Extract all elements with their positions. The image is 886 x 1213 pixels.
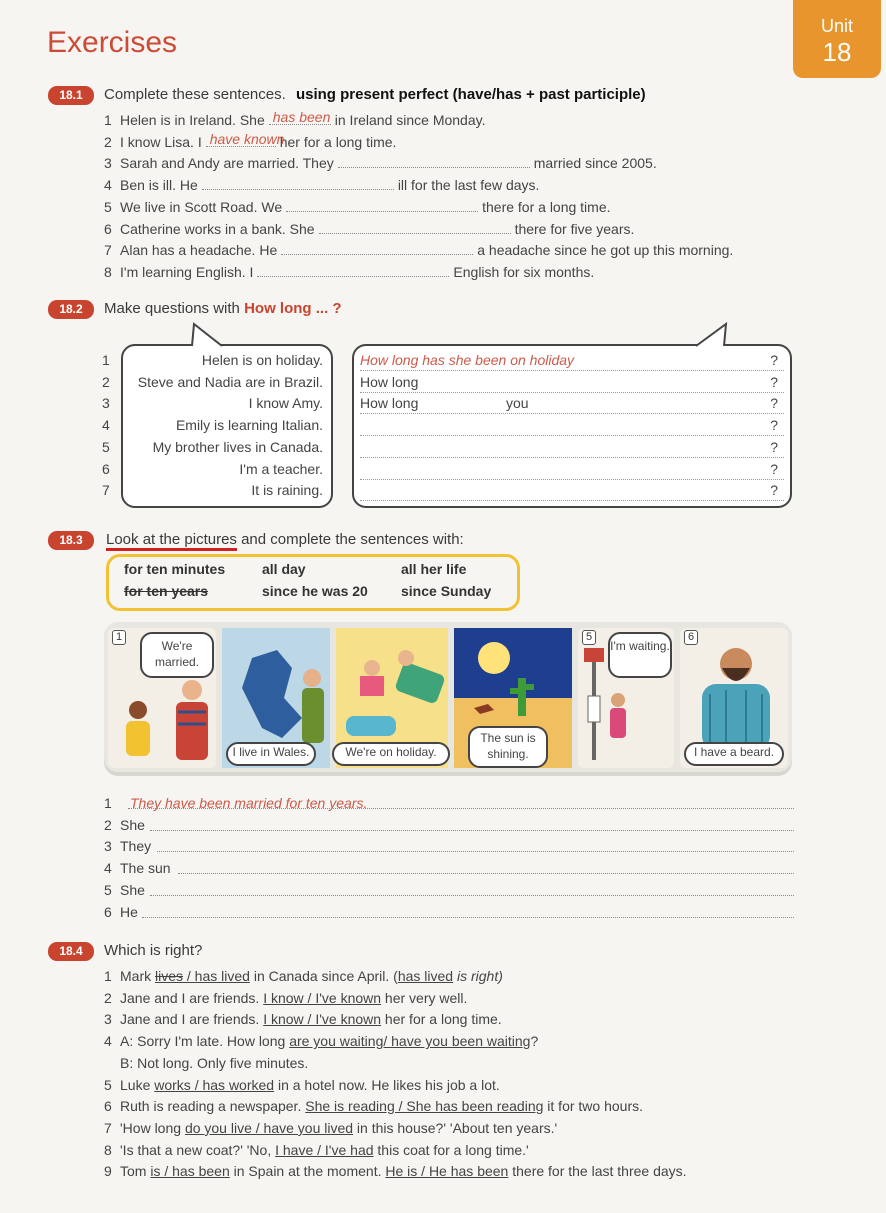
choice-row (104, 968, 503, 984)
instruction-text: and complete the sentences with: (236, 531, 464, 548)
statement: Emily is learning Italian. (175, 417, 323, 434)
sentence-text: in this house?' 'About ten years.' (353, 1119, 558, 1136)
picture-number: 5 (582, 630, 596, 645)
answer-blank (150, 818, 794, 831)
sentence-row (104, 155, 657, 171)
item-number: 5 (104, 198, 112, 215)
sentence-text: Jane and I are friends. (120, 1011, 264, 1028)
handwritten-answer: have known (209, 130, 285, 147)
answer-blank (319, 221, 511, 234)
sentence-end: in Ireland since Monday. (334, 112, 486, 128)
exercise-badge: 18.4 (48, 942, 94, 961)
word-option-used: for ten years (124, 583, 209, 599)
word-option: for ten minutes (124, 561, 226, 577)
item-number: 7 (104, 1119, 112, 1136)
item-number: 3 (104, 1011, 112, 1028)
item-number: 2 (104, 816, 112, 833)
choice-row (104, 1163, 687, 1179)
answer-blank (202, 177, 394, 190)
word-option: since Sunday (401, 583, 492, 599)
item-number: 1 (104, 795, 112, 811)
question-mark: ? (770, 352, 778, 368)
exercise-badge: 18.3 (48, 531, 94, 550)
answer-row (104, 860, 794, 876)
picture-number: 6 (684, 630, 698, 645)
speech-bubble: I'm waiting. (608, 632, 672, 678)
question-line (360, 482, 784, 501)
choice-option: do you live / have you lived (184, 1119, 354, 1136)
handwritten-question: How long has she been on holiday (360, 352, 575, 368)
answer-row (104, 904, 794, 920)
item-number: 1 (104, 968, 112, 984)
answer-row (104, 817, 794, 833)
question-line (360, 417, 784, 436)
sentence-text: in Canada since April. ( (249, 968, 398, 984)
question-mark: ? (770, 438, 778, 455)
choice-option: is / has been (150, 1163, 230, 1180)
sentence-text: ? (530, 1033, 539, 1050)
sentence-text: in a hotel now. He likes his job a lot. (274, 1076, 500, 1093)
sentence-text: this coat for a long time.' (373, 1141, 529, 1158)
choice-option (155, 968, 250, 984)
sentence-end: ill for the last few days. (397, 177, 540, 194)
question-number: 7 (102, 482, 110, 499)
question-line (360, 461, 784, 480)
picture-holiday (336, 628, 448, 768)
exercise-instruction (104, 86, 646, 103)
pictures-strip (104, 622, 792, 772)
choice-option: are you waiting/ have you been waiting (289, 1033, 531, 1050)
sentence-text: her for a long time. (381, 1011, 502, 1028)
speech-bubble: The sun is shining. (468, 726, 548, 768)
item-number: 4 (104, 177, 112, 194)
question-mark: ? (770, 482, 778, 499)
speech-bubble: I live in Wales. (226, 742, 316, 766)
picture-waiting (578, 628, 674, 768)
exercise-instruction (106, 531, 464, 548)
item-number: 8 (104, 263, 112, 280)
instruction-text: Complete these sentences. (104, 86, 286, 103)
item-number: 2 (104, 989, 112, 1006)
sentence-text: Mark (120, 968, 155, 984)
answer-blank (257, 264, 449, 277)
word-option: all her life (401, 561, 467, 577)
sentence-row (104, 130, 397, 150)
question-number: 5 (102, 438, 110, 455)
sentence-text: Luke (120, 1076, 155, 1093)
choice-row (104, 1011, 502, 1027)
sentence-text: B: Not long. Only five minutes. (120, 1054, 309, 1071)
unit-label: Unit (820, 16, 853, 36)
item-number: 3 (104, 838, 112, 855)
picture-number: 1 (112, 630, 126, 645)
choice-option: works / has worked (154, 1076, 275, 1093)
sentence-end: married since 2005. (533, 155, 657, 172)
question-word: you (506, 395, 529, 412)
answer-row (104, 838, 794, 854)
sentence-row (104, 109, 486, 128)
sentence-text: there for the last three days. (508, 1163, 687, 1180)
question-line (360, 374, 784, 393)
word-option: all day (262, 561, 306, 577)
answer-blank (150, 883, 794, 896)
answer-blank (128, 796, 794, 809)
question-number: 3 (102, 395, 110, 412)
handwritten-note: using present perfect (have/has + past participle) (295, 86, 646, 103)
sentence-start: Helen is in Ireland. She (120, 112, 265, 128)
question-number: 1 (102, 352, 110, 368)
exercise-instruction (104, 300, 342, 317)
sentence-start: Sarah and Andy are married. They (120, 155, 334, 172)
picture-beard (680, 628, 788, 768)
crossed-out-choice: lives (155, 968, 184, 984)
question-line (360, 352, 784, 371)
item-number: 1 (104, 112, 112, 128)
statement: Steve and Nadia are in Brazil. (137, 373, 323, 390)
choice-option: I have / I've had (275, 1141, 374, 1158)
answer-blank (157, 839, 794, 852)
exercise-badge: 18.2 (48, 300, 94, 319)
choice-row (104, 1120, 557, 1136)
speech-bubble: We're on holiday. (332, 742, 450, 766)
bubble-tail (690, 322, 730, 348)
sentence-row (104, 199, 611, 215)
handwritten-answer: has been (272, 109, 331, 125)
choice-option: I know / I've known (263, 989, 382, 1006)
question-mark: ? (770, 373, 778, 390)
word-option: since he was 20 (262, 583, 368, 599)
sentence-start: She (120, 816, 145, 833)
sentence-end: a headache since he got up this morning. (477, 242, 734, 259)
sentence-start: They (120, 838, 152, 855)
question-start: How long (360, 395, 419, 412)
answer-blank (178, 861, 794, 874)
item-number: 4 (104, 1033, 112, 1050)
answer-blank (286, 199, 478, 212)
picture-married (108, 628, 216, 768)
question-number: 2 (102, 373, 110, 390)
choice-option: He is / He has been (385, 1163, 509, 1180)
sentence-start: He (120, 903, 138, 920)
sentence-end: there for five years. (514, 220, 635, 237)
sentence-text: it for two hours. (543, 1098, 643, 1115)
page-title: Exercises (47, 26, 178, 59)
statement: I know Amy. (248, 395, 323, 412)
item-number: 7 (104, 242, 112, 259)
how-long-highlight: How long ... ? (244, 300, 342, 317)
item-number: 6 (104, 1098, 112, 1115)
answer-row (104, 795, 794, 811)
item-number: 6 (104, 903, 112, 920)
question-mark: ? (770, 395, 778, 412)
correct-choice: / has lived (183, 968, 250, 984)
choice-row (104, 1077, 500, 1093)
exercise-badge: 18.1 (48, 86, 94, 105)
sentence-text: in Spain at the moment. (229, 1163, 386, 1180)
answer-blank (269, 109, 331, 125)
question-mark: ? (770, 460, 778, 477)
question-mark: ? (770, 417, 778, 434)
item-number: 9 (104, 1163, 112, 1180)
answer-example: has lived (397, 968, 454, 984)
sentence-text: Ruth is reading a newspaper. (120, 1098, 306, 1115)
answer-row (104, 882, 794, 898)
speech-bubble: We're married. (140, 632, 214, 678)
answer-blank (281, 242, 473, 255)
statement: I'm a teacher. (239, 460, 323, 477)
sentence-end: there for a long time. (482, 198, 611, 215)
sentence-start: Alan has a headache. He (120, 242, 278, 259)
bubble-tail (188, 322, 228, 348)
sentence-text: Tom (120, 1163, 151, 1180)
statement: My brother lives in Canada. (152, 438, 323, 455)
question-line (360, 439, 784, 458)
speech-bubble: I have a beard. (684, 742, 784, 766)
question-start: How long (360, 373, 419, 390)
item-number: 4 (104, 860, 112, 877)
picture-wales (222, 628, 330, 768)
item-number: 2 (104, 133, 112, 150)
choice-option: She is reading / She has been reading (305, 1098, 544, 1115)
choice-row (104, 1098, 643, 1114)
unit-tab (793, 0, 881, 78)
sentence-start: She (120, 881, 145, 898)
question-number: 6 (102, 460, 110, 477)
sentence-start: The sun (120, 860, 171, 877)
choice-option: I know / I've known (263, 1011, 382, 1028)
handwritten-answer: They have been married for ten years. (130, 795, 368, 811)
underlined-text: Look at the pictures (106, 531, 237, 551)
statement: It is raining. (251, 482, 323, 499)
item-number: 3 (104, 155, 112, 172)
picture-sun (454, 628, 572, 768)
question-number: 4 (102, 417, 110, 434)
statement: Helen is on holiday. (201, 352, 323, 368)
sentence-start: Catherine works in a bank. She (120, 220, 315, 237)
item-number: 8 (104, 1141, 112, 1158)
sentence-text: A: Sorry I'm late. How long (120, 1033, 290, 1050)
choice-row (104, 990, 467, 1006)
sentence-start: Ben is ill. He (120, 177, 198, 194)
sentence-text: Jane and I are friends. (120, 989, 264, 1006)
unit-number: 18 (822, 37, 852, 67)
question-line (360, 395, 784, 414)
sentence-row (104, 221, 634, 237)
answer-blank (206, 130, 285, 147)
sentence-end: her for a long time. (279, 133, 397, 150)
answer-blank (338, 155, 530, 168)
answer-blank (142, 905, 794, 918)
exercise-instruction: Which is right? (104, 942, 203, 959)
sentence-text: her very well. (381, 989, 468, 1006)
choice-row (104, 1033, 538, 1049)
item-number: 5 (104, 881, 112, 898)
choice-row (104, 1055, 308, 1071)
sentence-start: I'm learning English. I (120, 263, 254, 280)
instruction-text: Make questions with (104, 300, 240, 317)
sentence-text: 'Is that a new coat?' 'No, (120, 1141, 276, 1158)
sentence-start: I know Lisa. I (120, 133, 202, 150)
sentence-text: is right) (453, 968, 503, 984)
item-number: 5 (104, 1076, 112, 1093)
sentence-end: English for six months. (453, 263, 595, 280)
sentence-row (104, 264, 594, 280)
sentence-start: We live in Scott Road. We (120, 198, 283, 215)
choice-row (104, 1142, 529, 1158)
item-number: 6 (104, 220, 112, 237)
sentence-text: 'How long (120, 1119, 185, 1136)
sentence-row (104, 242, 733, 258)
sentence-row (104, 177, 539, 193)
